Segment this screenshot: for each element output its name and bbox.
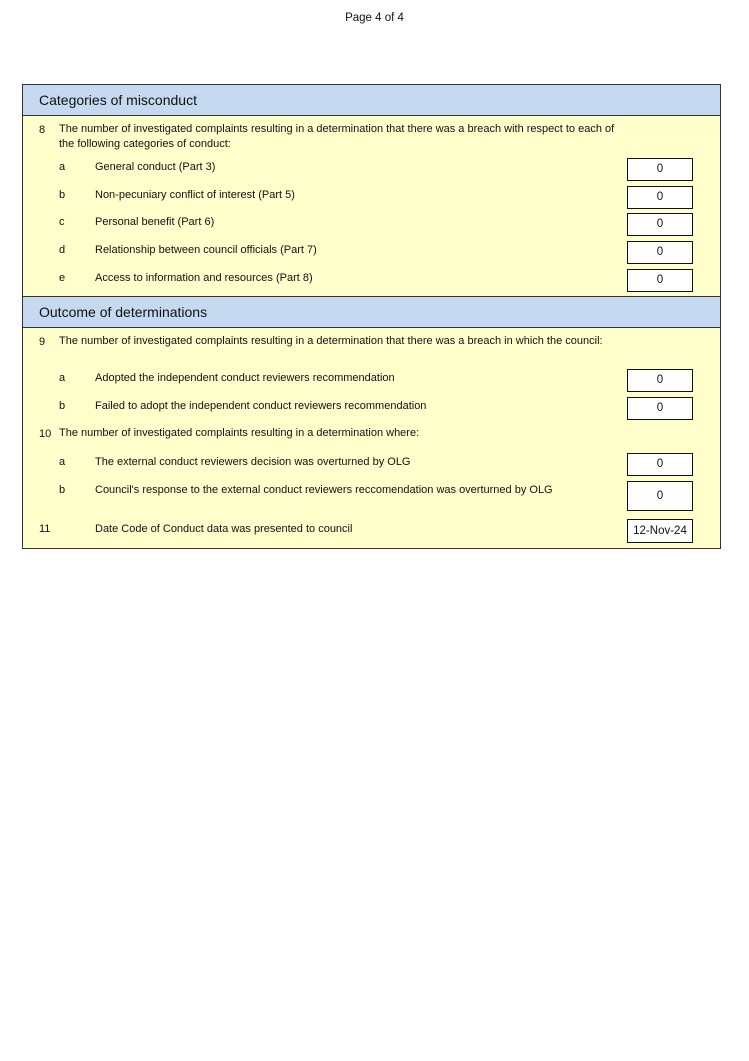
item-label: The external conduct reviewers decision was overturned by OLG xyxy=(95,456,411,468)
item-letter: a xyxy=(59,372,66,384)
question-text: The number of investigated complaints resulting in a determination that there was a breach with respect to each of the following categories of conduct: xyxy=(59,123,615,150)
item-letter: c xyxy=(59,216,65,228)
question-number: 9 xyxy=(39,336,46,348)
item-letter: b xyxy=(59,400,66,412)
item-letter: a xyxy=(59,456,66,468)
item-label: Personal benefit (Part 6) xyxy=(95,216,215,228)
question-number: 10 xyxy=(39,428,52,440)
item-label: Relationship between council officials (Part 7) xyxy=(95,244,317,256)
item-label: General conduct (Part 3) xyxy=(95,161,216,173)
item-label: Access to information and resources (Part 8) xyxy=(95,272,313,284)
date-presented-field[interactable]: 12-Nov-24 xyxy=(627,519,693,543)
value-field-failed-to-adopt[interactable]: 0 xyxy=(627,397,693,420)
outcome-questions xyxy=(23,328,720,548)
page-number: Page 4 of 4 xyxy=(345,12,404,24)
value-field-personal-benefit[interactable]: 0 xyxy=(627,213,693,236)
item-letter: a xyxy=(59,161,66,173)
question-text: The number of investigated complaints resulting in a determination where: xyxy=(59,427,420,439)
question-number: 11 xyxy=(39,523,51,535)
item-label: Non-pecuniary conflict of interest (Part 5) xyxy=(95,189,295,201)
item-letter: d xyxy=(59,244,66,256)
question-text: Date Code of Conduct data was presented to council xyxy=(95,523,353,535)
question-text: The number of investigated complaints resulting in a determination that there was a breach in which the council: xyxy=(59,335,603,347)
item-label: Council's response to the external conduct reviewers reccomendation was overturned by OLG xyxy=(95,484,553,496)
value-field-access-info[interactable]: 0 xyxy=(627,269,693,292)
value-field-relationship[interactable]: 0 xyxy=(627,241,693,264)
value-field-decision-overturned[interactable]: 0 xyxy=(627,453,693,476)
value-field-general-conduct[interactable]: 0 xyxy=(627,158,693,181)
value-field-adopted[interactable]: 0 xyxy=(627,369,693,392)
item-letter: e xyxy=(59,272,66,284)
item-letter: b xyxy=(59,484,66,496)
value-field-non-pecuniary[interactable]: 0 xyxy=(627,186,693,209)
question-number: 8 xyxy=(39,124,46,136)
section-title-misconduct: Categories of misconduct xyxy=(23,85,720,116)
item-letter: b xyxy=(59,189,66,201)
question-8 xyxy=(23,116,720,296)
code-of-conduct-form xyxy=(22,84,721,549)
item-label: Failed to adopt the independent conduct reviewers recommendation xyxy=(95,400,427,412)
item-label: Adopted the independent conduct reviewers recommendation xyxy=(95,372,395,384)
section-title-outcome: Outcome of determinations xyxy=(23,296,720,328)
value-field-response-overturned[interactable]: 0 xyxy=(627,481,693,511)
